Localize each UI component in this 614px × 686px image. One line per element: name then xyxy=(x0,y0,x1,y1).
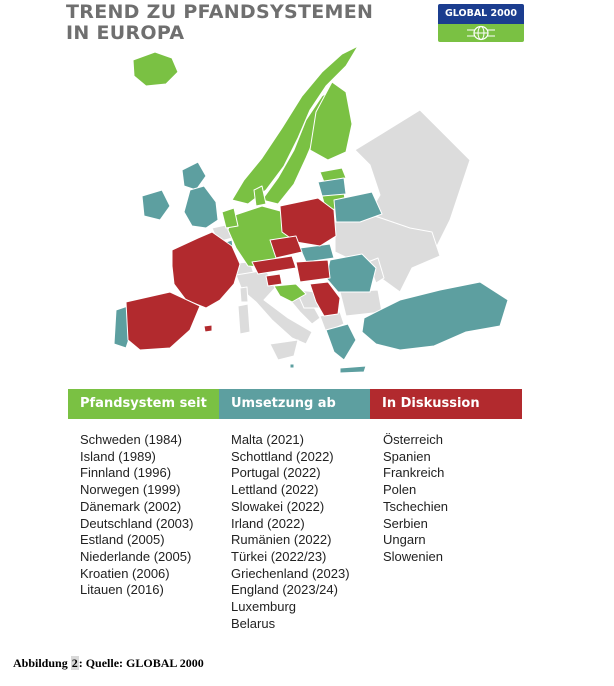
list-item: Serbien xyxy=(383,515,428,531)
list-item: Niederlande (2005) xyxy=(80,548,192,564)
global-2000-logo xyxy=(438,4,524,42)
list-item: Frankreich xyxy=(383,465,445,481)
list-item: Island (1989) xyxy=(80,448,156,464)
list-umsetzung-ab xyxy=(231,432,350,632)
list-item: Estland (2005) xyxy=(80,532,165,548)
list-pfandsystem-seit xyxy=(80,432,193,599)
map-title-line-2: IN EUROPA xyxy=(66,22,185,44)
country-greece xyxy=(326,324,356,360)
country-spain xyxy=(126,292,200,350)
list-item: Schweden (1984) xyxy=(80,432,182,447)
list-item: Rumänien (2022) xyxy=(231,532,332,548)
country-turkey xyxy=(362,282,508,350)
legend xyxy=(68,389,522,419)
country-scotland xyxy=(182,162,206,190)
list-item: Tschechien xyxy=(383,498,449,514)
list-item: Norwegen (1999) xyxy=(80,482,181,498)
list-item: Kroatien (2006) xyxy=(80,565,170,581)
country-slovenia xyxy=(266,274,282,286)
list-item: Slowenien xyxy=(383,548,443,564)
list-item: Litauen (2016) xyxy=(80,582,164,598)
globe-icon xyxy=(466,25,496,41)
country-malta xyxy=(290,364,294,368)
list-item: Slowakei (2022) xyxy=(231,498,325,514)
list-item: Ungarn xyxy=(383,532,426,548)
map-title-line-1: TREND ZU PFANDSYSTEMEN xyxy=(66,1,374,23)
list-item: Irland (2022) xyxy=(231,515,305,531)
country-corsica xyxy=(240,287,248,302)
legend-green: Pfandsystem seit xyxy=(68,389,219,419)
country-czechia xyxy=(270,236,302,258)
country-ireland xyxy=(142,190,170,220)
country-crete xyxy=(340,366,366,373)
country-hungary xyxy=(296,260,330,282)
legend-teal: Umsetzung ab xyxy=(219,389,370,419)
country-iceland xyxy=(133,52,178,86)
list-item: Griechenland (2023) xyxy=(231,565,350,581)
country-slovakia xyxy=(300,244,334,262)
country-mallorca xyxy=(204,325,212,332)
country-england xyxy=(184,186,218,228)
list-item: Luxemburg xyxy=(231,599,297,615)
list-item: Portugal (2022) xyxy=(231,465,321,481)
list-item: Österreich xyxy=(383,432,443,447)
map-title xyxy=(66,2,373,44)
list-item: England (2023/24) xyxy=(231,582,338,598)
country-sicily xyxy=(270,340,298,360)
list-item: Finnland (1996) xyxy=(80,465,172,481)
list-in-diskussion xyxy=(383,432,448,566)
caption-number: 2 xyxy=(71,656,78,670)
list-item: Belarus xyxy=(231,615,276,631)
country-sardinia xyxy=(238,304,250,334)
caption-prefix: Abbildung xyxy=(13,656,71,670)
list-item: Lettland (2022) xyxy=(231,482,319,498)
list-item: Polen xyxy=(383,482,417,498)
list-item: Schottland (2022) xyxy=(231,448,334,464)
list-item: Dänemark (2002) xyxy=(80,498,182,514)
list-item: Türkei (2022/23) xyxy=(231,548,327,564)
europe-map xyxy=(60,40,530,380)
list-item: Deutschland (2003) xyxy=(80,515,194,531)
country-latvia xyxy=(318,178,346,196)
caption-suffix: : Quelle: GLOBAL 2000 xyxy=(78,656,204,670)
logo-text: GLOBAL 2000 xyxy=(438,4,524,24)
list-item: Spanien xyxy=(383,448,431,464)
figure-caption xyxy=(13,656,204,671)
legend-red: In Diskussion xyxy=(370,389,522,419)
list-item: Malta (2021) xyxy=(231,432,304,447)
